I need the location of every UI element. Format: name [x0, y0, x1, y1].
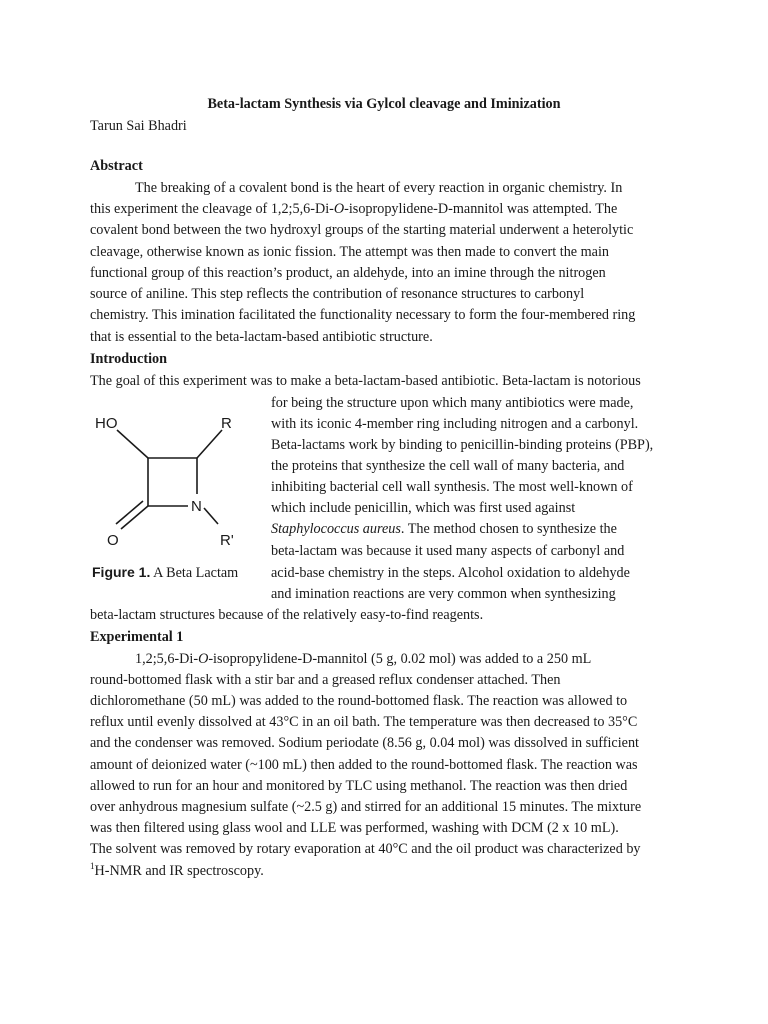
introduction-line: beta-lactam was because it used many aspects of carbonyl and — [271, 543, 625, 559]
abstract-line: functional group of this reaction’s product, an aldehyde, into an imine through the nitrogen — [90, 265, 606, 281]
experimental-line: was then filtered using glass wool and LLE was performed, washing with DCM (2 x 10 mL). — [90, 820, 619, 836]
introduction-line: Staphylococcus aureus. The method chosen to synthesize the — [271, 521, 617, 537]
introduction-line: for being the structure upon which many antibiotics were made, — [271, 395, 634, 411]
introduction-heading: Introduction — [90, 351, 167, 367]
bond-carbonyl-2 — [116, 501, 143, 524]
introduction-line: beta-lactam structures because of the relatively easy-to-find reagents. — [90, 607, 484, 623]
experimental-line: The solvent was removed by rotary evaporation at 40°C and the oil product was characterized by — [90, 841, 641, 857]
abstract-line: source of aniline. This step reflects the contribution of resonance structures to carbonyl — [90, 286, 585, 302]
label-n: N — [191, 498, 202, 515]
abstract-line: this experiment the cleavage of 1,2;5,6-Di-O-isopropylidene-D-mannitol was attempted. The — [90, 201, 618, 217]
abstract-line: chemistry. This imination facilitated the functionality necessary to form the four-membered ring — [90, 307, 636, 323]
experimental-line: allowed to run for an hour and monitored by TLC using methanol. The reaction was then dried — [90, 778, 628, 794]
bond-ho — [117, 430, 148, 458]
experimental-line: dichloromethane (50 mL) was added to the round-bottomed flask. The reaction was allowed to — [90, 693, 628, 709]
figure-caption-text: A Beta Lactam — [153, 565, 239, 581]
abstract-line: The breaking of a covalent bond is the heart of every reaction in organic chemistry. In — [135, 180, 623, 196]
introduction-line: and imination reactions are very common when synthesizing — [271, 586, 616, 602]
label-ho: HO — [95, 415, 118, 432]
experimental-heading: Experimental 1 — [90, 629, 184, 645]
introduction-line: with its iconic 4-member ring including nitrogen and a carbonyl. — [271, 416, 639, 432]
label-o: O — [107, 532, 119, 549]
experimental-line: and the condenser was removed. Sodium periodate (8.56 g, 0.04 mol) was dissolved in sufficient — [90, 735, 639, 751]
abstract-heading: Abstract — [90, 158, 143, 174]
label-r-prime: R' — [220, 532, 234, 549]
beta-lactam-structure-diagram — [90, 400, 262, 560]
label-r: R — [221, 415, 232, 432]
experimental-line: $^1$H-NMR and IR spectroscopy. — [90, 861, 264, 879]
introduction-line: acid-base chemistry in the steps. Alcohol oxidation to aldehyde — [271, 565, 630, 581]
beta-lactam-figure — [90, 400, 262, 590]
bond-r — [197, 430, 222, 458]
introduction-line: which include penicillin, which was first used against — [271, 500, 576, 516]
paper-title: Beta-lactam Synthesis via Gylcol cleavage and Iminization — [207, 96, 561, 112]
introduction-line: Beta-lactams work by binding to penicillin-binding proteins (PBP), — [271, 437, 654, 453]
experimental-line: reflux until evenly dissolved at 43°C in an oil bath. The temperature was then decreased to 35°C — [90, 714, 638, 730]
experimental-line: amount of deionized water (~100 mL) then added to the round-bottomed flask. The reaction was — [90, 757, 638, 773]
abstract-line: that is essential to the beta-lactam-based antibiotic structure. — [90, 329, 433, 345]
bond-lines — [116, 430, 222, 529]
abstract-line: covalent bond between the two hydroxyl groups of the starting material underwent a heterolytic — [90, 222, 634, 238]
author-name: Tarun Sai Bhadri — [90, 118, 187, 134]
experimental-line: over anhydrous magnesium sulfate (~2.5 g) and stirred for an additional 15 minutes. The mixture — [90, 799, 642, 815]
figure-caption — [92, 564, 238, 582]
introduction-line: The goal of this experiment was to make a beta-lactam-based antibiotic. Beta-lactam is notorious — [90, 373, 641, 389]
superscript: 1 — [90, 861, 95, 871]
experimental-line: round-bottomed flask with a stir bar and a greased reflux condenser attached. Then — [90, 672, 561, 688]
figure-caption-number: Figure 1. — [92, 564, 151, 580]
bond-r-prime — [204, 508, 218, 524]
introduction-line: inhibiting bacterial cell wall synthesis. The most well-known of — [271, 479, 633, 495]
experimental-line: 1,2;5,6-Di-O-isopropylidene-D-mannitol (5 g, 0.02 mol) was added to a 250 mL — [135, 651, 592, 667]
abstract-line: cleavage, otherwise known as ionic fission. The attempt was then made to convert the main — [90, 244, 610, 260]
introduction-line: the proteins that synthesize the cell wall of many bacteria, and — [271, 458, 625, 474]
bond-carbonyl-1 — [121, 506, 148, 529]
